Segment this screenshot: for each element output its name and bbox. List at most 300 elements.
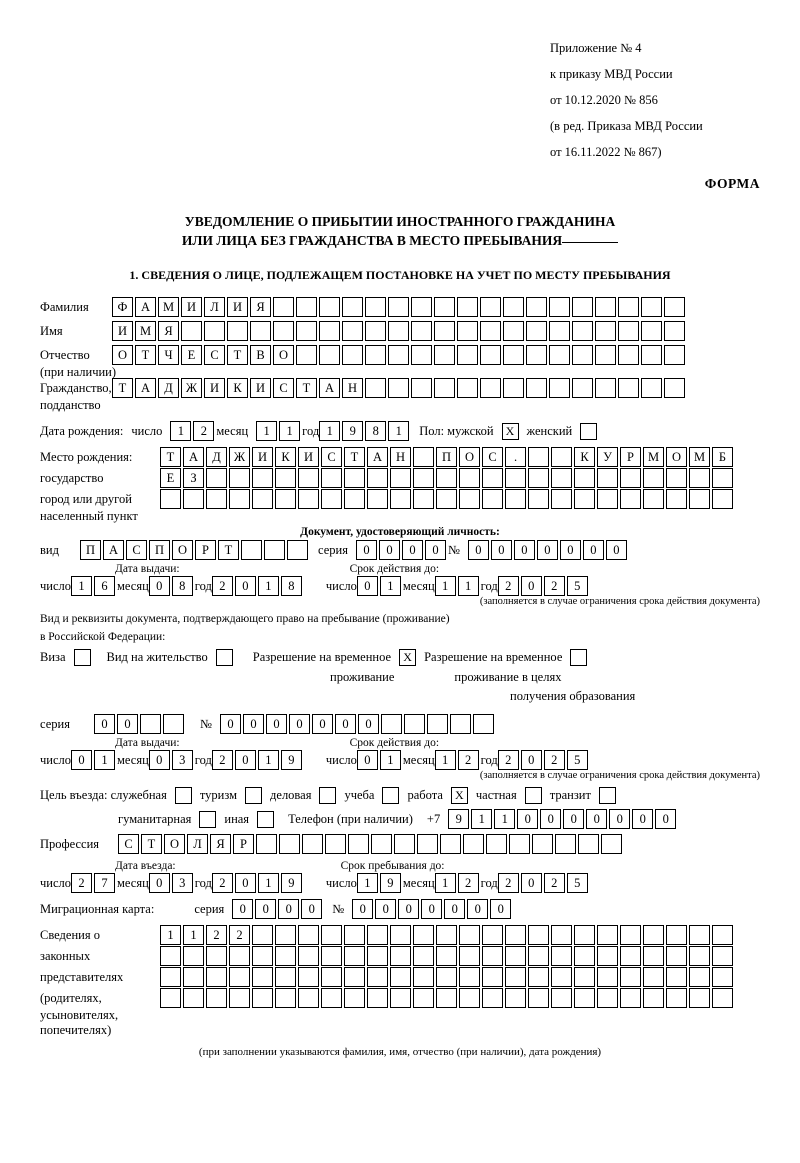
char-cell[interactable] bbox=[204, 321, 225, 341]
char-cell[interactable]: 0 bbox=[149, 576, 170, 596]
char-cell[interactable] bbox=[618, 378, 639, 398]
doc-kind-cells[interactable] bbox=[80, 540, 310, 560]
char-cell[interactable]: 0 bbox=[94, 714, 115, 734]
char-cell[interactable] bbox=[551, 468, 572, 488]
char-cell[interactable]: 0 bbox=[491, 540, 512, 560]
patronymic-cells[interactable] bbox=[112, 345, 687, 365]
char-cell[interactable] bbox=[413, 946, 434, 966]
char-cell[interactable] bbox=[411, 345, 432, 365]
char-cell[interactable] bbox=[411, 378, 432, 398]
char-cell[interactable] bbox=[206, 489, 227, 509]
char-cell[interactable] bbox=[404, 714, 425, 734]
char-cell[interactable] bbox=[296, 321, 317, 341]
char-cell[interactable]: 0 bbox=[71, 750, 92, 770]
char-cell[interactable] bbox=[459, 468, 480, 488]
char-cell[interactable] bbox=[482, 489, 503, 509]
char-cell[interactable]: 1 bbox=[160, 925, 181, 945]
char-cell[interactable]: 0 bbox=[521, 576, 542, 596]
char-cell[interactable] bbox=[436, 468, 457, 488]
char-cell[interactable]: Т bbox=[141, 834, 162, 854]
char-cell[interactable]: 0 bbox=[235, 750, 256, 770]
char-cell[interactable]: С bbox=[204, 345, 225, 365]
char-cell[interactable] bbox=[666, 468, 687, 488]
char-cell[interactable] bbox=[252, 489, 273, 509]
char-cell[interactable]: 0 bbox=[425, 540, 446, 560]
char-cell[interactable] bbox=[689, 468, 710, 488]
char-cell[interactable] bbox=[528, 967, 549, 987]
char-cell[interactable]: 0 bbox=[375, 899, 396, 919]
char-cell[interactable]: Я bbox=[210, 834, 231, 854]
char-cell[interactable] bbox=[689, 988, 710, 1008]
char-cell[interactable]: С bbox=[321, 447, 342, 467]
char-cell[interactable] bbox=[551, 925, 572, 945]
char-cell[interactable]: 0 bbox=[149, 873, 170, 893]
char-cell[interactable] bbox=[505, 925, 526, 945]
char-cell[interactable]: 3 bbox=[172, 873, 193, 893]
char-cell[interactable] bbox=[296, 345, 317, 365]
char-cell[interactable]: 2 bbox=[71, 873, 92, 893]
char-cell[interactable] bbox=[528, 447, 549, 467]
char-cell[interactable] bbox=[641, 297, 662, 317]
char-cell[interactable] bbox=[390, 988, 411, 1008]
char-cell[interactable] bbox=[367, 925, 388, 945]
char-cell[interactable]: Д bbox=[158, 378, 179, 398]
char-cell[interactable] bbox=[319, 345, 340, 365]
char-cell[interactable] bbox=[183, 489, 204, 509]
char-cell[interactable]: 8 bbox=[281, 576, 302, 596]
purpose-transit-checkbox[interactable] bbox=[599, 787, 616, 804]
purpose-business-checkbox[interactable] bbox=[319, 787, 336, 804]
char-cell[interactable]: 1 bbox=[279, 421, 300, 441]
char-cell[interactable] bbox=[394, 834, 415, 854]
char-cell[interactable] bbox=[482, 946, 503, 966]
char-cell[interactable] bbox=[503, 321, 524, 341]
char-cell[interactable]: П bbox=[436, 447, 457, 467]
char-cell[interactable]: Ч bbox=[158, 345, 179, 365]
char-cell[interactable]: В bbox=[250, 345, 271, 365]
char-cell[interactable]: 0 bbox=[117, 714, 138, 734]
citizenship-cells[interactable] bbox=[112, 378, 687, 398]
char-cell[interactable]: 5 bbox=[567, 750, 588, 770]
legal-rep-cells-3[interactable] bbox=[160, 967, 735, 987]
char-cell[interactable]: 1 bbox=[258, 750, 279, 770]
char-cell[interactable] bbox=[482, 967, 503, 987]
char-cell[interactable] bbox=[250, 321, 271, 341]
char-cell[interactable] bbox=[367, 489, 388, 509]
char-cell[interactable] bbox=[229, 946, 250, 966]
char-cell[interactable] bbox=[618, 297, 639, 317]
char-cell[interactable] bbox=[641, 378, 662, 398]
char-cell[interactable] bbox=[160, 967, 181, 987]
char-cell[interactable]: 1 bbox=[170, 421, 191, 441]
char-cell[interactable] bbox=[457, 378, 478, 398]
char-cell[interactable]: 0 bbox=[655, 809, 676, 829]
char-cell[interactable] bbox=[712, 988, 733, 1008]
char-cell[interactable] bbox=[574, 946, 595, 966]
char-cell[interactable]: 0 bbox=[537, 540, 558, 560]
char-cell[interactable] bbox=[574, 967, 595, 987]
char-cell[interactable]: С bbox=[118, 834, 139, 854]
char-cell[interactable] bbox=[551, 489, 572, 509]
char-cell[interactable] bbox=[505, 988, 526, 1008]
char-cell[interactable]: 0 bbox=[398, 899, 419, 919]
char-cell[interactable] bbox=[427, 714, 448, 734]
char-cell[interactable] bbox=[664, 297, 685, 317]
char-cell[interactable]: Р bbox=[195, 540, 216, 560]
char-cell[interactable] bbox=[206, 946, 227, 966]
birthplace-cells-1[interactable] bbox=[160, 447, 735, 467]
profession-cells[interactable] bbox=[118, 834, 624, 854]
char-cell[interactable] bbox=[227, 321, 248, 341]
char-cell[interactable] bbox=[344, 988, 365, 1008]
char-cell[interactable] bbox=[348, 834, 369, 854]
legal-rep-cells-2[interactable] bbox=[160, 946, 735, 966]
char-cell[interactable] bbox=[319, 321, 340, 341]
char-cell[interactable] bbox=[413, 925, 434, 945]
surname-cells[interactable] bbox=[112, 297, 687, 317]
char-cell[interactable]: 0 bbox=[560, 540, 581, 560]
purpose-work-checkbox[interactable]: Х bbox=[451, 787, 468, 804]
char-cell[interactable]: 0 bbox=[243, 714, 264, 734]
purpose-humanitarian-checkbox[interactable] bbox=[199, 811, 216, 828]
char-cell[interactable] bbox=[712, 946, 733, 966]
char-cell[interactable] bbox=[618, 321, 639, 341]
char-cell[interactable]: С bbox=[126, 540, 147, 560]
char-cell[interactable] bbox=[275, 468, 296, 488]
char-cell[interactable]: 0 bbox=[521, 873, 542, 893]
char-cell[interactable] bbox=[275, 988, 296, 1008]
char-cell[interactable] bbox=[325, 834, 346, 854]
char-cell[interactable] bbox=[434, 345, 455, 365]
char-cell[interactable] bbox=[390, 468, 411, 488]
char-cell[interactable] bbox=[551, 946, 572, 966]
char-cell[interactable]: 2 bbox=[193, 421, 214, 441]
char-cell[interactable] bbox=[526, 378, 547, 398]
doc-valid-month-cells[interactable] bbox=[435, 576, 481, 596]
char-cell[interactable]: Т bbox=[218, 540, 239, 560]
edu-residence-checkbox[interactable] bbox=[570, 649, 587, 666]
char-cell[interactable]: Т bbox=[135, 345, 156, 365]
char-cell[interactable] bbox=[273, 297, 294, 317]
char-cell[interactable] bbox=[572, 378, 593, 398]
legal-rep-cells-4[interactable] bbox=[160, 988, 735, 1008]
doc-valid-day-cells[interactable] bbox=[357, 576, 403, 596]
char-cell[interactable]: 2 bbox=[544, 576, 565, 596]
char-cell[interactable] bbox=[367, 988, 388, 1008]
char-cell[interactable] bbox=[480, 378, 501, 398]
purpose-tourism-checkbox[interactable] bbox=[245, 787, 262, 804]
char-cell[interactable]: 2 bbox=[498, 750, 519, 770]
char-cell[interactable]: А bbox=[103, 540, 124, 560]
char-cell[interactable] bbox=[252, 967, 273, 987]
char-cell[interactable]: И bbox=[112, 321, 133, 341]
char-cell[interactable]: Я bbox=[250, 297, 271, 317]
stay-year-cells[interactable] bbox=[498, 873, 590, 893]
char-cell[interactable]: 2 bbox=[212, 873, 233, 893]
char-cell[interactable]: Д bbox=[206, 447, 227, 467]
char-cell[interactable] bbox=[505, 946, 526, 966]
char-cell[interactable]: 0 bbox=[583, 540, 604, 560]
char-cell[interactable]: 2 bbox=[458, 873, 479, 893]
char-cell[interactable]: 0 bbox=[421, 899, 442, 919]
char-cell[interactable] bbox=[365, 321, 386, 341]
char-cell[interactable] bbox=[618, 345, 639, 365]
char-cell[interactable] bbox=[486, 834, 507, 854]
char-cell[interactable]: К bbox=[227, 378, 248, 398]
char-cell[interactable]: 8 bbox=[172, 576, 193, 596]
char-cell[interactable]: 0 bbox=[490, 899, 511, 919]
char-cell[interactable]: 0 bbox=[301, 899, 322, 919]
char-cell[interactable] bbox=[160, 489, 181, 509]
char-cell[interactable] bbox=[342, 345, 363, 365]
char-cell[interactable] bbox=[275, 925, 296, 945]
char-cell[interactable]: 0 bbox=[357, 576, 378, 596]
char-cell[interactable] bbox=[480, 297, 501, 317]
char-cell[interactable] bbox=[666, 946, 687, 966]
char-cell[interactable]: 0 bbox=[586, 809, 607, 829]
char-cell[interactable] bbox=[505, 489, 526, 509]
char-cell[interactable] bbox=[712, 468, 733, 488]
char-cell[interactable] bbox=[388, 345, 409, 365]
char-cell[interactable]: Т bbox=[160, 447, 181, 467]
char-cell[interactable]: 9 bbox=[342, 421, 363, 441]
char-cell[interactable] bbox=[381, 714, 402, 734]
char-cell[interactable]: Я bbox=[158, 321, 179, 341]
char-cell[interactable] bbox=[413, 468, 434, 488]
char-cell[interactable] bbox=[388, 297, 409, 317]
char-cell[interactable] bbox=[275, 489, 296, 509]
char-cell[interactable] bbox=[549, 297, 570, 317]
char-cell[interactable]: Ж bbox=[181, 378, 202, 398]
char-cell[interactable]: 2 bbox=[458, 750, 479, 770]
char-cell[interactable]: 0 bbox=[358, 714, 379, 734]
char-cell[interactable]: 0 bbox=[289, 714, 310, 734]
char-cell[interactable] bbox=[597, 946, 618, 966]
char-cell[interactable] bbox=[450, 714, 471, 734]
char-cell[interactable]: Т bbox=[112, 378, 133, 398]
char-cell[interactable]: М bbox=[689, 447, 710, 467]
char-cell[interactable] bbox=[434, 378, 455, 398]
char-cell[interactable]: 0 bbox=[255, 899, 276, 919]
char-cell[interactable]: О bbox=[459, 447, 480, 467]
char-cell[interactable]: 9 bbox=[281, 750, 302, 770]
doc-number-cells[interactable] bbox=[468, 540, 629, 560]
char-cell[interactable] bbox=[344, 925, 365, 945]
char-cell[interactable] bbox=[620, 946, 641, 966]
char-cell[interactable] bbox=[689, 967, 710, 987]
permit-valid-month-cells[interactable] bbox=[435, 750, 481, 770]
char-cell[interactable] bbox=[163, 714, 184, 734]
char-cell[interactable]: 1 bbox=[71, 576, 92, 596]
char-cell[interactable]: 2 bbox=[544, 873, 565, 893]
char-cell[interactable] bbox=[229, 967, 250, 987]
char-cell[interactable] bbox=[298, 468, 319, 488]
char-cell[interactable]: 1 bbox=[388, 421, 409, 441]
char-cell[interactable] bbox=[365, 345, 386, 365]
char-cell[interactable]: М bbox=[643, 447, 664, 467]
char-cell[interactable] bbox=[241, 540, 262, 560]
char-cell[interactable] bbox=[457, 297, 478, 317]
char-cell[interactable] bbox=[482, 468, 503, 488]
char-cell[interactable] bbox=[298, 946, 319, 966]
char-cell[interactable]: 3 bbox=[172, 750, 193, 770]
char-cell[interactable] bbox=[436, 967, 457, 987]
char-cell[interactable] bbox=[411, 321, 432, 341]
char-cell[interactable] bbox=[572, 297, 593, 317]
char-cell[interactable] bbox=[482, 925, 503, 945]
char-cell[interactable]: К bbox=[574, 447, 595, 467]
purpose-private-checkbox[interactable] bbox=[525, 787, 542, 804]
char-cell[interactable] bbox=[572, 345, 593, 365]
char-cell[interactable] bbox=[160, 946, 181, 966]
char-cell[interactable] bbox=[229, 489, 250, 509]
char-cell[interactable]: 1 bbox=[183, 925, 204, 945]
char-cell[interactable] bbox=[528, 988, 549, 1008]
char-cell[interactable] bbox=[371, 834, 392, 854]
char-cell[interactable] bbox=[597, 489, 618, 509]
char-cell[interactable]: 2 bbox=[498, 873, 519, 893]
char-cell[interactable] bbox=[572, 321, 593, 341]
char-cell[interactable]: 1 bbox=[256, 421, 277, 441]
char-cell[interactable] bbox=[388, 378, 409, 398]
char-cell[interactable] bbox=[287, 540, 308, 560]
char-cell[interactable] bbox=[321, 946, 342, 966]
char-cell[interactable]: 1 bbox=[319, 421, 340, 441]
temp-residence-checkbox[interactable]: Х bbox=[399, 649, 416, 666]
entry-day-cells[interactable] bbox=[71, 873, 117, 893]
char-cell[interactable]: Е bbox=[181, 345, 202, 365]
char-cell[interactable] bbox=[321, 925, 342, 945]
permit-number-cells[interactable] bbox=[220, 714, 496, 734]
char-cell[interactable]: Р bbox=[233, 834, 254, 854]
char-cell[interactable]: М bbox=[158, 297, 179, 317]
char-cell[interactable]: 0 bbox=[220, 714, 241, 734]
birth-year-cells[interactable] bbox=[319, 421, 411, 441]
char-cell[interactable] bbox=[526, 297, 547, 317]
char-cell[interactable] bbox=[597, 967, 618, 987]
char-cell[interactable]: 0 bbox=[467, 899, 488, 919]
char-cell[interactable] bbox=[601, 834, 622, 854]
char-cell[interactable] bbox=[528, 946, 549, 966]
char-cell[interactable] bbox=[140, 714, 161, 734]
char-cell[interactable] bbox=[296, 297, 317, 317]
char-cell[interactable]: И bbox=[181, 297, 202, 317]
char-cell[interactable]: Е bbox=[160, 468, 181, 488]
char-cell[interactable] bbox=[275, 946, 296, 966]
char-cell[interactable] bbox=[595, 345, 616, 365]
char-cell[interactable]: 9 bbox=[380, 873, 401, 893]
char-cell[interactable] bbox=[666, 925, 687, 945]
char-cell[interactable] bbox=[344, 946, 365, 966]
char-cell[interactable]: 0 bbox=[632, 809, 653, 829]
char-cell[interactable] bbox=[390, 946, 411, 966]
char-cell[interactable] bbox=[434, 297, 455, 317]
sex-male-checkbox[interactable]: Х bbox=[502, 423, 519, 440]
name-cells[interactable] bbox=[112, 321, 687, 341]
char-cell[interactable]: К bbox=[275, 447, 296, 467]
char-cell[interactable] bbox=[440, 834, 461, 854]
char-cell[interactable]: П bbox=[149, 540, 170, 560]
char-cell[interactable] bbox=[643, 489, 664, 509]
char-cell[interactable] bbox=[551, 967, 572, 987]
char-cell[interactable]: 0 bbox=[312, 714, 333, 734]
char-cell[interactable] bbox=[482, 988, 503, 1008]
char-cell[interactable] bbox=[664, 345, 685, 365]
char-cell[interactable] bbox=[344, 967, 365, 987]
permit-issue-month-cells[interactable] bbox=[149, 750, 195, 770]
doc-series-cells[interactable] bbox=[356, 540, 448, 560]
char-cell[interactable] bbox=[298, 967, 319, 987]
char-cell[interactable]: Р bbox=[620, 447, 641, 467]
char-cell[interactable]: 1 bbox=[258, 873, 279, 893]
purpose-study-checkbox[interactable] bbox=[382, 787, 399, 804]
char-cell[interactable] bbox=[595, 321, 616, 341]
char-cell[interactable]: О bbox=[172, 540, 193, 560]
char-cell[interactable]: 1 bbox=[380, 750, 401, 770]
char-cell[interactable]: 0 bbox=[402, 540, 423, 560]
char-cell[interactable]: О bbox=[666, 447, 687, 467]
char-cell[interactable] bbox=[620, 967, 641, 987]
char-cell[interactable]: 1 bbox=[435, 873, 456, 893]
char-cell[interactable] bbox=[597, 925, 618, 945]
char-cell[interactable]: 0 bbox=[606, 540, 627, 560]
char-cell[interactable]: 1 bbox=[435, 576, 456, 596]
char-cell[interactable] bbox=[252, 988, 273, 1008]
char-cell[interactable] bbox=[319, 297, 340, 317]
permit-valid-year-cells[interactable] bbox=[498, 750, 590, 770]
char-cell[interactable]: 0 bbox=[235, 576, 256, 596]
char-cell[interactable] bbox=[574, 988, 595, 1008]
char-cell[interactable]: 0 bbox=[444, 899, 465, 919]
char-cell[interactable] bbox=[549, 378, 570, 398]
char-cell[interactable] bbox=[597, 468, 618, 488]
char-cell[interactable] bbox=[712, 489, 733, 509]
char-cell[interactable] bbox=[367, 468, 388, 488]
char-cell[interactable] bbox=[457, 321, 478, 341]
char-cell[interactable] bbox=[436, 489, 457, 509]
char-cell[interactable] bbox=[183, 946, 204, 966]
doc-valid-year-cells[interactable] bbox=[498, 576, 590, 596]
char-cell[interactable] bbox=[206, 468, 227, 488]
char-cell[interactable]: 0 bbox=[335, 714, 356, 734]
char-cell[interactable] bbox=[643, 468, 664, 488]
char-cell[interactable] bbox=[643, 925, 664, 945]
char-cell[interactable] bbox=[344, 489, 365, 509]
char-cell[interactable] bbox=[528, 925, 549, 945]
char-cell[interactable] bbox=[509, 834, 530, 854]
char-cell[interactable]: О bbox=[164, 834, 185, 854]
char-cell[interactable]: И bbox=[204, 378, 225, 398]
char-cell[interactable] bbox=[321, 468, 342, 488]
doc-issue-year-cells[interactable] bbox=[212, 576, 304, 596]
char-cell[interactable] bbox=[367, 946, 388, 966]
char-cell[interactable] bbox=[505, 468, 526, 488]
char-cell[interactable] bbox=[597, 988, 618, 1008]
char-cell[interactable] bbox=[503, 345, 524, 365]
char-cell[interactable] bbox=[181, 321, 202, 341]
char-cell[interactable]: Ф bbox=[112, 297, 133, 317]
char-cell[interactable] bbox=[574, 489, 595, 509]
char-cell[interactable]: 2 bbox=[212, 576, 233, 596]
char-cell[interactable]: 0 bbox=[357, 750, 378, 770]
char-cell[interactable] bbox=[436, 925, 457, 945]
purpose-service-checkbox[interactable] bbox=[175, 787, 192, 804]
char-cell[interactable]: 5 bbox=[567, 576, 588, 596]
char-cell[interactable] bbox=[279, 834, 300, 854]
birth-month-cells[interactable] bbox=[256, 421, 302, 441]
char-cell[interactable] bbox=[206, 967, 227, 987]
char-cell[interactable] bbox=[321, 988, 342, 1008]
